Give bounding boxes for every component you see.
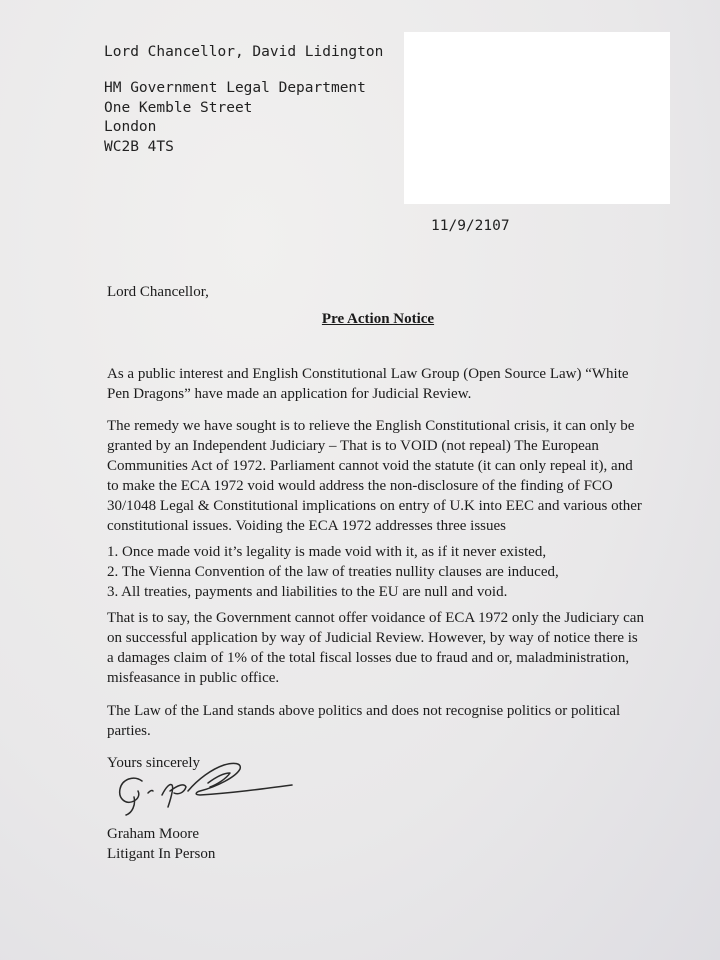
paragraph-application (107, 364, 629, 404)
text-line: The Law of the Land stands above politics and does not recognise politics or political (107, 703, 621, 719)
text-line: Pen Dragons” have made an application for Judicial Review. (107, 386, 472, 402)
letter-heading: Pre Action Notice (321, 311, 435, 327)
text-line: parties. (107, 723, 151, 739)
address-line: HM Government Legal Department (104, 80, 366, 96)
address-line: One Kemble Street (104, 99, 253, 116)
handwritten-signature (112, 757, 302, 819)
paragraph-remedy (107, 416, 642, 536)
text-line: As a public interest and English Constitutional Law Group (Open Source Law) “White (107, 366, 629, 382)
text-line: Communities Act of 1972. Parliament cannot void the statute (it can only repeal it), and (107, 458, 633, 474)
signatory-block (107, 824, 215, 864)
text-line: a damages claim of 1% of the total fiscal losses due to fraud and or, maladministration, (107, 650, 630, 666)
list-item: 1. Once made void it’s legality is made void with it, as if it never existed, (107, 544, 547, 560)
address-line: WC2B 4TS (104, 138, 174, 155)
salutation: Lord Chancellor, (107, 284, 209, 300)
text-line: to make the ECA 1972 void would address the non-disclosure of the finding of FCO (107, 478, 613, 494)
text-line: 30/1048 Legal & Constitutional implications on entry of U.K into EEC and various other (107, 498, 642, 514)
paragraph-law-of-land (107, 701, 620, 741)
address-line: London (104, 119, 157, 135)
redacted-sender-block (404, 32, 670, 204)
text-line: misfeasance in public office. (107, 670, 280, 686)
text-line: constitutional issues. Voiding the ECA 1972 addresses three issues (107, 518, 507, 534)
signatory-title: Litigant In Person (107, 846, 216, 862)
text-line: granted by an Independent Judiciary – That is to VOID (not repeal) The European (107, 438, 599, 454)
letter-date: 11/9/2107 (431, 218, 510, 234)
text-line: on successful application by way of Judicial Review. However, by way of notice there is (107, 630, 638, 646)
list-item: 3. All treaties, payments and liabilities to the EU are null and void. (107, 584, 508, 600)
recipient-name-line: Lord Chancellor, David Lidington (104, 44, 384, 60)
signatory-name: Graham Moore (107, 826, 200, 842)
text-line: The remedy we have sought is to relieve the English Constitutional crisis, it can only be (107, 418, 635, 434)
recipient-address (104, 79, 366, 157)
paragraph-damages (107, 608, 644, 688)
closing: Yours sincerely (107, 755, 201, 771)
list-item: 2. The Vienna Convention of the law of treaties nullity clauses are induced, (107, 564, 559, 580)
numbered-issue-list (107, 542, 559, 602)
text-line: That is to say, the Government cannot offer voidance of ECA 1972 only the Judiciary can (107, 610, 644, 626)
